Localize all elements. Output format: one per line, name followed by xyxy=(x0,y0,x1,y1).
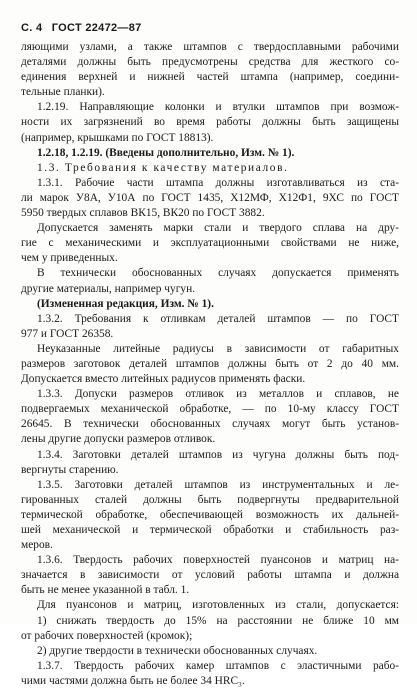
text-line: 1.3.1. Рабочие части штампа должны изготавливаться из ста- xyxy=(37,176,399,189)
page-header xyxy=(21,22,142,34)
text-line: чими частями должна быть не более 34 HRC₃. xyxy=(21,674,245,687)
text-line: быть не менее указанной в табл. 1. xyxy=(21,584,190,597)
text-line: Неуказанные литейные радиусы в зависимости от габаритных xyxy=(37,342,399,355)
text-line: вергнуты старению. xyxy=(21,463,119,476)
text-line: термической обработке, обеспечивающей возможность их дальней- xyxy=(21,508,399,521)
text-line: чем у приведенных. xyxy=(21,252,118,265)
text-line: единения верхней и нижней частей штампа (например, соедини- xyxy=(21,71,399,84)
text-line: Для пуансонов и матриц, изготовленных из стали, допускается: xyxy=(37,599,399,612)
amendment-note: (Измененная редакция, Изм. № 1). xyxy=(37,297,214,310)
text-line: 977 и ГОСТ 26358. xyxy=(21,327,114,340)
text-line: гие с механическими и эксплуатационными свойствами не ниже, xyxy=(21,237,399,250)
amendment-note: 1.2.18, 1.2.19. (Введены дополнительно, Изм. № 1). xyxy=(37,146,295,159)
text-line: деталями должны быть предусмотрены средства для жесткого со- xyxy=(21,56,399,69)
text-line: от рабочих поверхностей (кромок); xyxy=(21,629,193,642)
text-line: 1.2.19. Направляющие колонки и втулки штампов при возмож- xyxy=(37,101,399,114)
text-line: 1.3.2. Требования к отливкам деталей штампов — по ГОСТ xyxy=(37,312,399,325)
text-line: лены другие допуски размеров отливок. xyxy=(21,433,216,446)
text-line: 1.3.4. Заготовки деталей штампов из чугуна должны быть под- xyxy=(37,448,399,461)
text-line: размеров заготовок деталей штампов должны быть от 2 до 40 мм. xyxy=(21,357,399,370)
text-line: шей механической и термической обработки и стабильность раз- xyxy=(21,524,399,536)
text-line: ляющими узлами, а также штампов с твердосплавными рабочими xyxy=(21,41,399,53)
section-heading: 1.3. Требования к качеству материалов. xyxy=(37,161,289,174)
text-line: 1.3.3. Допуски размеров отливок из металлов и сплавов, не xyxy=(37,388,399,401)
text-line: подвергаемых механической обработке, — по 10-му классу ГОСТ xyxy=(21,403,399,416)
text-line: гированных сталей должны быть подвергнуты предварительной xyxy=(21,493,399,506)
text-line: 1.3.5. Заготовки деталей штампов из инструментальных и ле- xyxy=(37,478,399,491)
text-line: ности их загрязнений во время работы должны быть защищены xyxy=(21,116,399,129)
page-number: С. 4 xyxy=(21,22,43,34)
text-line: 1) снижать твердость до 15% на расстоянии не ближе 10 мм xyxy=(37,614,399,627)
text-line: другие материалы, например чугун. xyxy=(21,282,196,295)
text-line: 5950 твердых сплавов ВК15, ВК20 по ГОСТ 3882. xyxy=(21,207,265,220)
text-line: тельные планки). xyxy=(21,86,105,99)
text-line: ли марок У8А, У10А по ГОСТ 1435, Х12МФ, Х12Ф1, 9ХС по ГОСТ xyxy=(21,191,399,204)
text-line: Допускается заменять марки стали и твердого сплава на дру- xyxy=(37,222,399,235)
text-line: 2) другие твердости в технически обоснованных случаях. xyxy=(37,644,318,657)
text-line: В технически обоснованных случаях допускается применять xyxy=(37,267,399,280)
text-line: (например, крышками по ГОСТ 18813). xyxy=(21,131,214,144)
text-line: 1.3.7. Твердость рабочих камер штампов с эластичными рабо- xyxy=(37,659,399,672)
text-line: меров. xyxy=(21,539,53,552)
body-text xyxy=(21,40,399,689)
text-line: значается в зависимости от условий работы штампа и должна xyxy=(21,569,399,582)
text-line: 1.3.6. Твердость рабочих поверхностей пуансонов и матриц на- xyxy=(37,554,399,567)
text-line: 26645. В технически обоснованных случаях могут быть установ- xyxy=(21,418,399,431)
text-line: Допускается вместо литейных радиусов применять фаски. xyxy=(21,373,306,386)
standard-code: ГОСТ 22472—87 xyxy=(51,22,142,34)
